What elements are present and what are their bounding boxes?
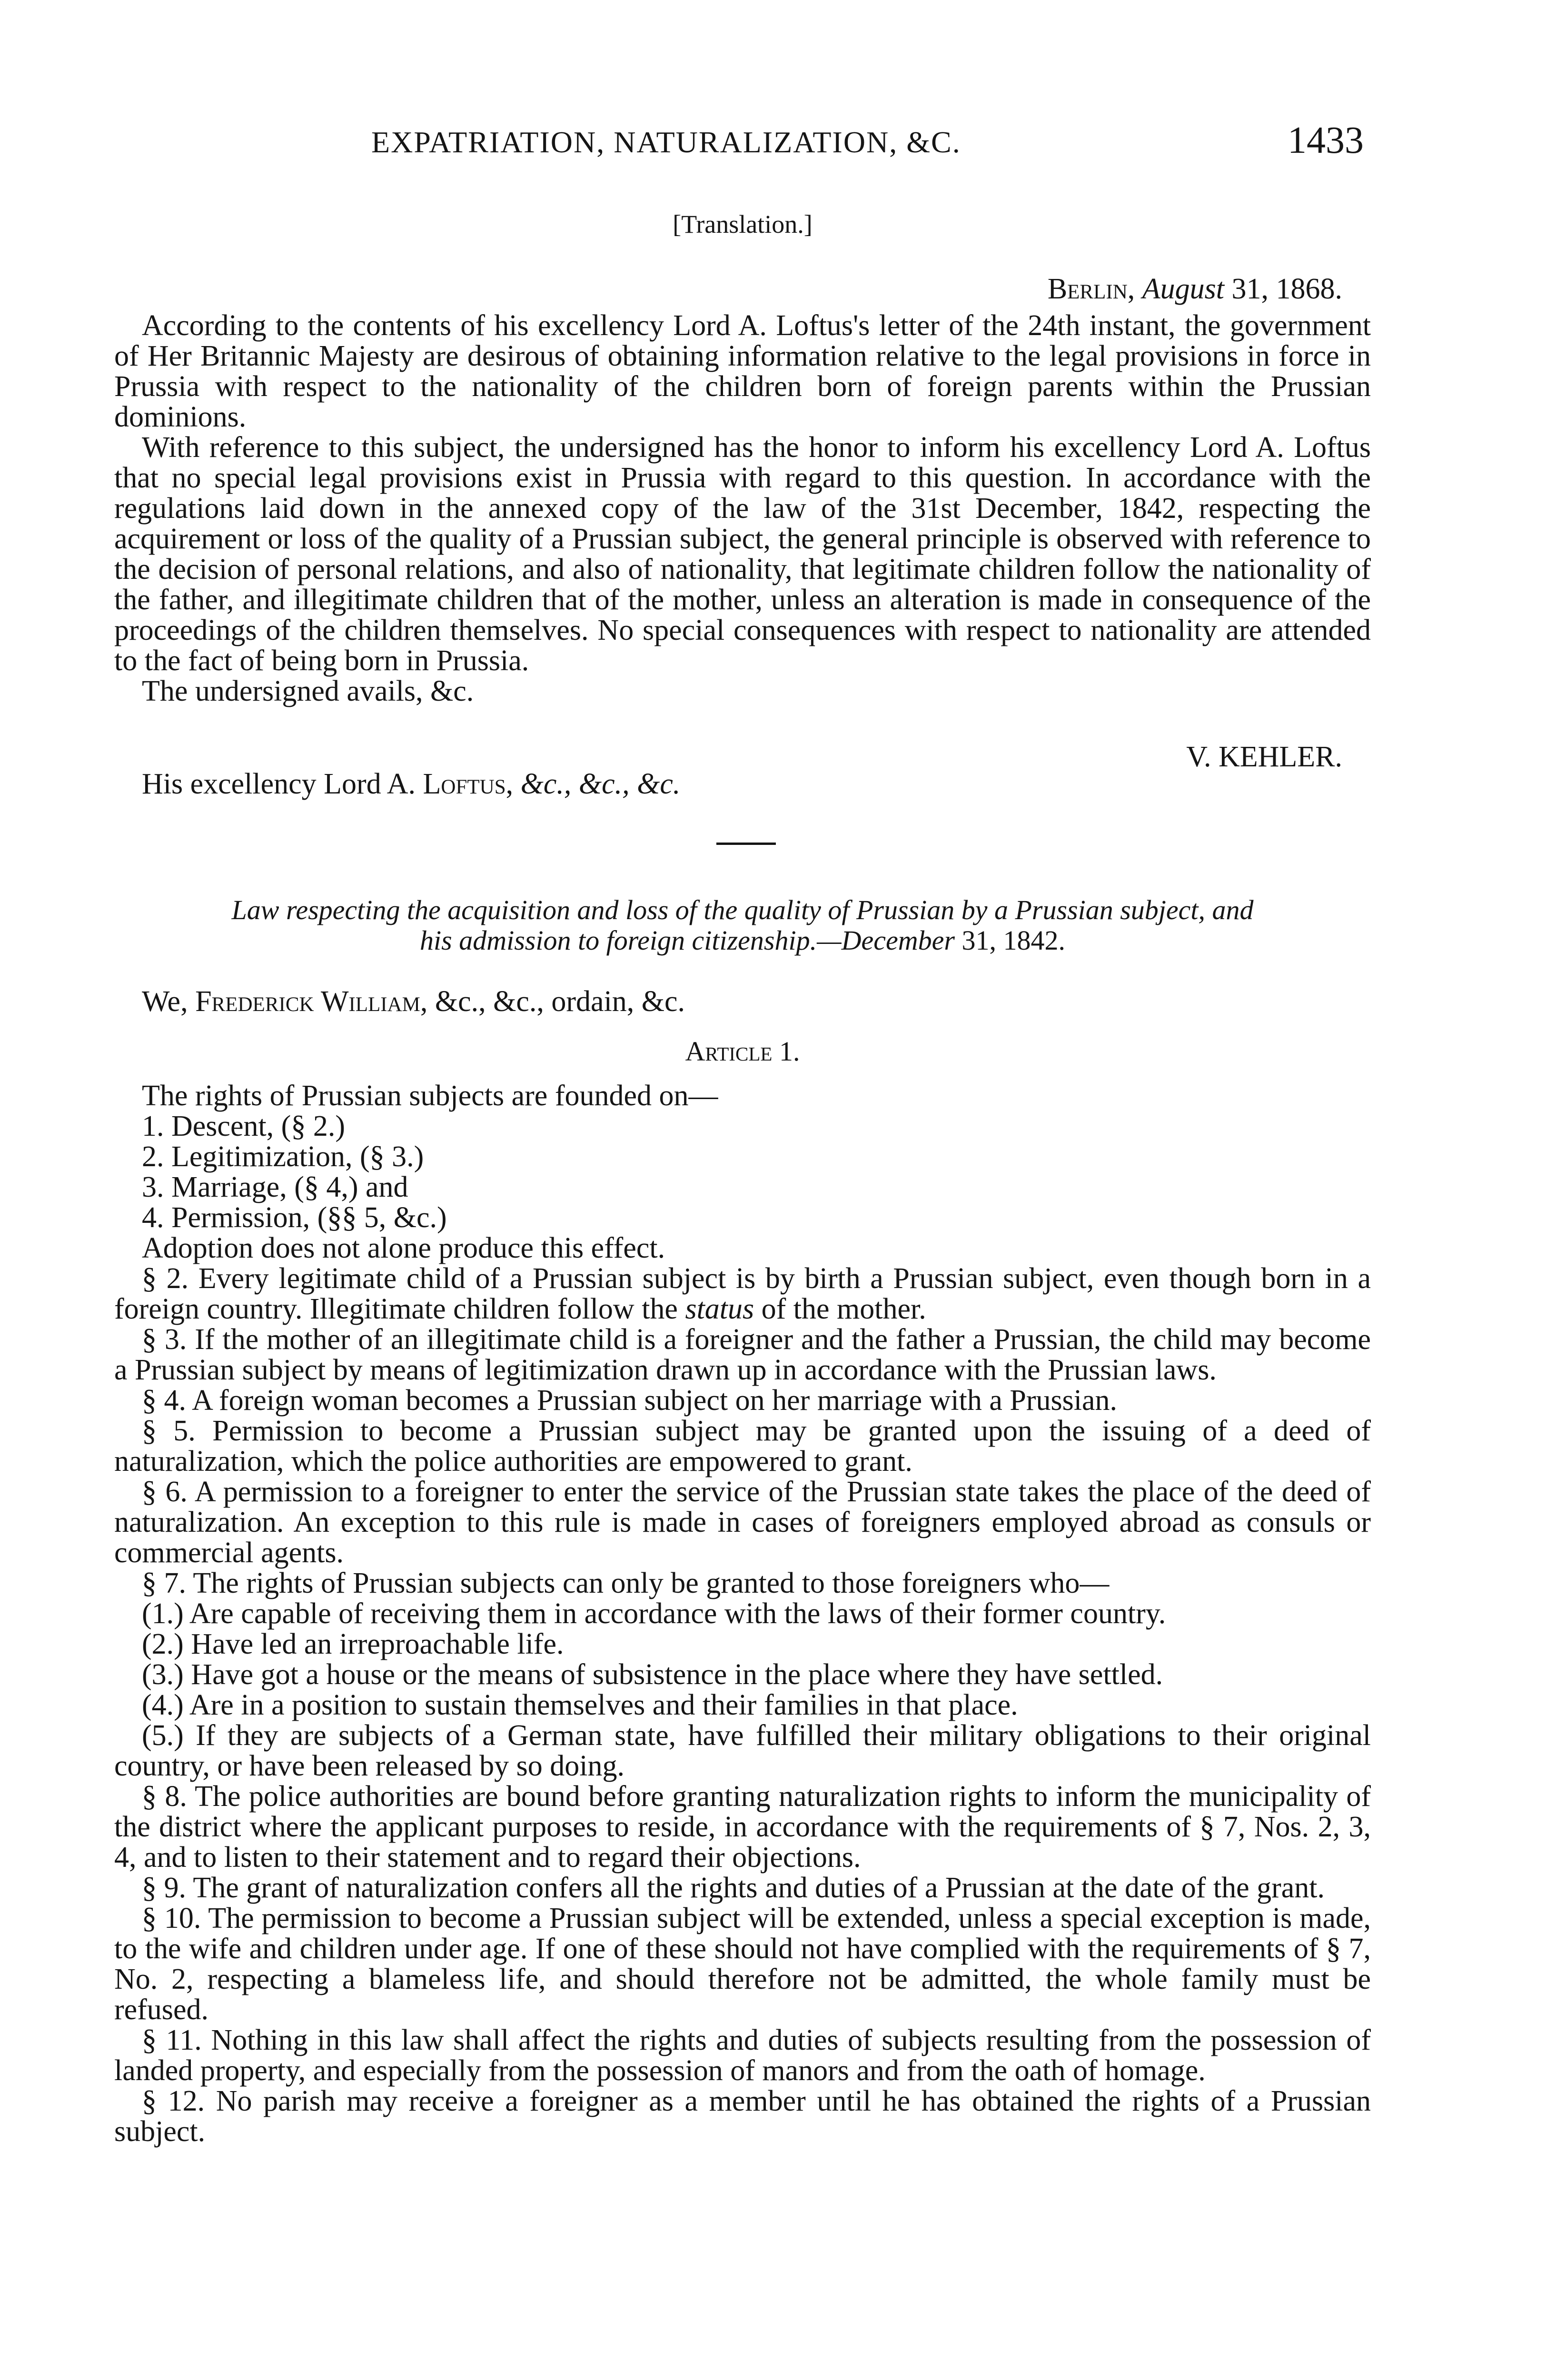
preamble-rest: &c., &c., ordain, &c. bbox=[435, 985, 685, 1018]
letter-paragraph-1: According to the contents of his excellency Lord A. Loftus's letter of the 24th instant, the government of Her Britannic Majesty are desirous of obtaining information relative to the legal provisions in force in Prussia with respect to the nationality of the children born of foreign parents within the Prussian dominions. bbox=[114, 309, 1371, 433]
section-7-item: (3.) Have got a house or the means of subsistence in the place where they have settled. bbox=[142, 1658, 1163, 1691]
preamble-we: We, bbox=[142, 985, 188, 1018]
addressee-prefix: His excellency Lord A. bbox=[142, 768, 416, 800]
running-title: EXPATRIATION, NATURALIZATION, &C. bbox=[371, 125, 961, 159]
section-12: § 12. No parish may receive a foreigner as a member until he has obtained the rights of a Prussian subject. bbox=[114, 2085, 1371, 2148]
section-5: § 5. Permission to become a Prussian subject may be granted upon the issuing of a deed of naturalization, which the police authorities are empowered to grant. bbox=[114, 1415, 1371, 1478]
law-title-line-1: Law respecting the acquisition and loss of the quality of Prussian by a Prussian subject, and bbox=[231, 894, 1254, 925]
dateline-month: August bbox=[1142, 273, 1224, 305]
section-7-item: (1.) Are capable of receiving them in accordance with the laws of their former country. bbox=[142, 1597, 1166, 1630]
rights-item: 4. Permission, (§§ 5, &c.) bbox=[142, 1201, 447, 1234]
adoption-note: Adoption does not alone produce this effect. bbox=[142, 1232, 665, 1264]
rights-intro: The rights of Prussian subjects are founded on— bbox=[142, 1080, 718, 1112]
article-heading: Article 1. bbox=[685, 1036, 800, 1067]
section-8: § 8. The police authorities are bound before granting naturalization rights to inform the municipality of the district where the applicant purposes to reside, in accordance with the requirements of § 7, Nos. 2, 3, 4, and to listen to their statement and to regard their objections. bbox=[114, 1780, 1371, 1874]
law-title-date: 31, 1842. bbox=[961, 925, 1065, 956]
section-7-item: (5.) If they are subjects of a German state, have fulfilled their military obligations to their original country, or have been released by so doing. bbox=[114, 1719, 1371, 1782]
translation-label: [Translation.] bbox=[673, 210, 813, 238]
law-preamble bbox=[142, 986, 1332, 1017]
letter-body bbox=[114, 310, 1371, 706]
law-body bbox=[114, 1081, 1371, 2147]
section-4: § 4. A foreign woman becomes a Prussian subject on her marriage with a Prussian. bbox=[142, 1384, 1117, 1417]
letter-signature: V. KEHLER. bbox=[1186, 741, 1342, 773]
dateline-place: Berlin, bbox=[1047, 273, 1135, 305]
law-title-line-2: his admission to foreign citizenship.—December bbox=[420, 925, 955, 956]
section-7-item: (2.) Have led an irreproachable life. bbox=[142, 1628, 564, 1660]
section-2 bbox=[114, 1263, 1371, 1324]
letter-dateline bbox=[904, 272, 1342, 306]
dateline-rest: 31, 1868. bbox=[1231, 273, 1342, 305]
letter-paragraph-2: With reference to this subject, the undersigned has the honor to inform his excellency Lord A. Loftus that no special legal provisions exist in Prussia with regard to this question. In accordance with the regulations laid down in the annexed copy of the law of the 31st December, 1842, respecting the acquirement or loss of the quality of a Prussian subject, the general principle is observed with reference to the decision of personal relations, and also of nationality, that legitimate children follow the nationality of the father, and illegitimate children that of the mother, unless an alteration is made in consequence of the proceedings of the children themselves. No special consequences with respect to nationality are attended to the fact of being born in Prussia. bbox=[114, 431, 1371, 677]
rights-item: 3. Marriage, (§ 4,) and bbox=[142, 1171, 408, 1203]
section-2-text-a: § 2. Every legitimate child of a Prussian subject is by birth a Prussian subject, even though born in a foreign country. Illegitimate children follow the bbox=[114, 1262, 1371, 1325]
letter-closing: The undersigned avails, &c. bbox=[142, 675, 474, 707]
section-7-intro: § 7. The rights of Prussian subjects can only be granted to those foreigners who— bbox=[142, 1567, 1110, 1599]
section-divider bbox=[716, 843, 776, 845]
addressee-name: Loftus, bbox=[423, 768, 514, 800]
section-9: § 9. The grant of naturalization confers all the rights and duties of a Prussian at the date of the grant. bbox=[142, 1872, 1325, 1904]
page-number: 1433 bbox=[1288, 119, 1364, 161]
letter-addressee bbox=[142, 769, 1332, 799]
addressee-suffix: &c., &c., &c. bbox=[520, 768, 681, 800]
rights-item: 2. Legitimization, (§ 3.) bbox=[142, 1140, 424, 1173]
section-2-text-b: of the mother. bbox=[761, 1293, 926, 1325]
preamble-name: Frederick William, bbox=[195, 985, 428, 1018]
section-10: § 10. The permission to become a Prussian subject will be extended, unless a special exception is made, to the wife and children under age. If one of these should not have complied with the requirements of § 7, No. 2, respecting a blameless life, and should therefore not be admitted, the whole family must be refused. bbox=[114, 1902, 1371, 2026]
law-title bbox=[114, 895, 1371, 956]
section-7-item: (4.) Are in a position to sustain themselves and their families in that place. bbox=[142, 1689, 1018, 1721]
section-3: § 3. If the mother of an illegitimate child is a foreigner and the father a Prussian, the child may become a Prussian subject by means of legitimization drawn up in accordance with the Prussian laws. bbox=[114, 1323, 1371, 1386]
section-6: § 6. A permission to a foreigner to enter the service of the Prussian state takes the place of the deed of naturalization. An exception to this rule is made in cases of foreigners employed abroad as consuls or commercial agents. bbox=[114, 1476, 1371, 1569]
rights-item: 1. Descent, (§ 2.) bbox=[142, 1110, 345, 1142]
section-11: § 11. Nothing in this law shall affect the rights and duties of subjects resulting from the possession of landed property, and especially from the possession of manors and from the oath of homage. bbox=[114, 2024, 1371, 2087]
section-2-status: status bbox=[685, 1293, 754, 1325]
